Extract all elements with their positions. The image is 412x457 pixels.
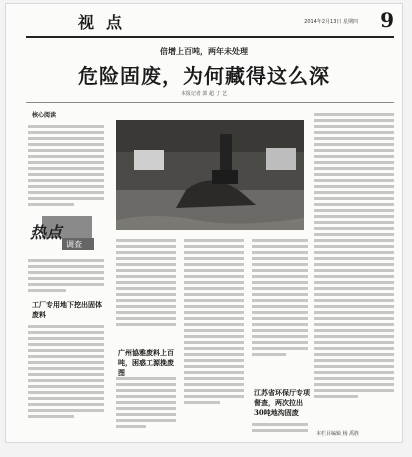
newspaper-page — [6, 4, 402, 442]
sidebar-text-1 — [28, 256, 104, 298]
core-reading-text — [28, 122, 104, 212]
article-kicker: 倍增上百吨，两年未处理 — [160, 46, 248, 56]
editor-signoff: 本栏目编辑 杨 禹胜 — [316, 431, 360, 437]
factory-photo — [116, 120, 304, 230]
body-column-1 — [116, 236, 176, 344]
article-headline: 危险固废，为何藏得这么深 — [78, 64, 330, 88]
section-title: 视点 — [78, 13, 135, 32]
core-reading-label: 核心阅读 — [32, 112, 57, 119]
header-rule — [26, 102, 394, 103]
article-byline: 本报记者 郭 超 丁 艺 — [180, 91, 228, 97]
body-column-3b — [252, 420, 308, 438]
body-column-2 — [184, 236, 244, 438]
body-column-1b — [116, 374, 176, 438]
hot-topic-logo — [28, 216, 98, 252]
sidebar-text-2 — [28, 322, 104, 438]
body-subhead-1: 广州協雅废料上百吨，困惑工源挽废图 — [118, 348, 174, 377]
issue-date: 2014年2月13日 星期四 — [304, 19, 358, 25]
sidebar-subhead: 工厂专用地下挖出固体废料 — [32, 300, 102, 319]
svg-text:调查: 调查 — [66, 240, 82, 249]
body-column-3 — [252, 236, 308, 386]
masthead — [26, 10, 394, 38]
body-subhead-2: 江苏省环保厅专项督查，两次拉出30吨地沟固废 — [254, 388, 310, 417]
body-column-4 — [314, 110, 394, 426]
page-number: 9 — [380, 8, 394, 32]
svg-text:热点: 热点 — [30, 223, 63, 242]
